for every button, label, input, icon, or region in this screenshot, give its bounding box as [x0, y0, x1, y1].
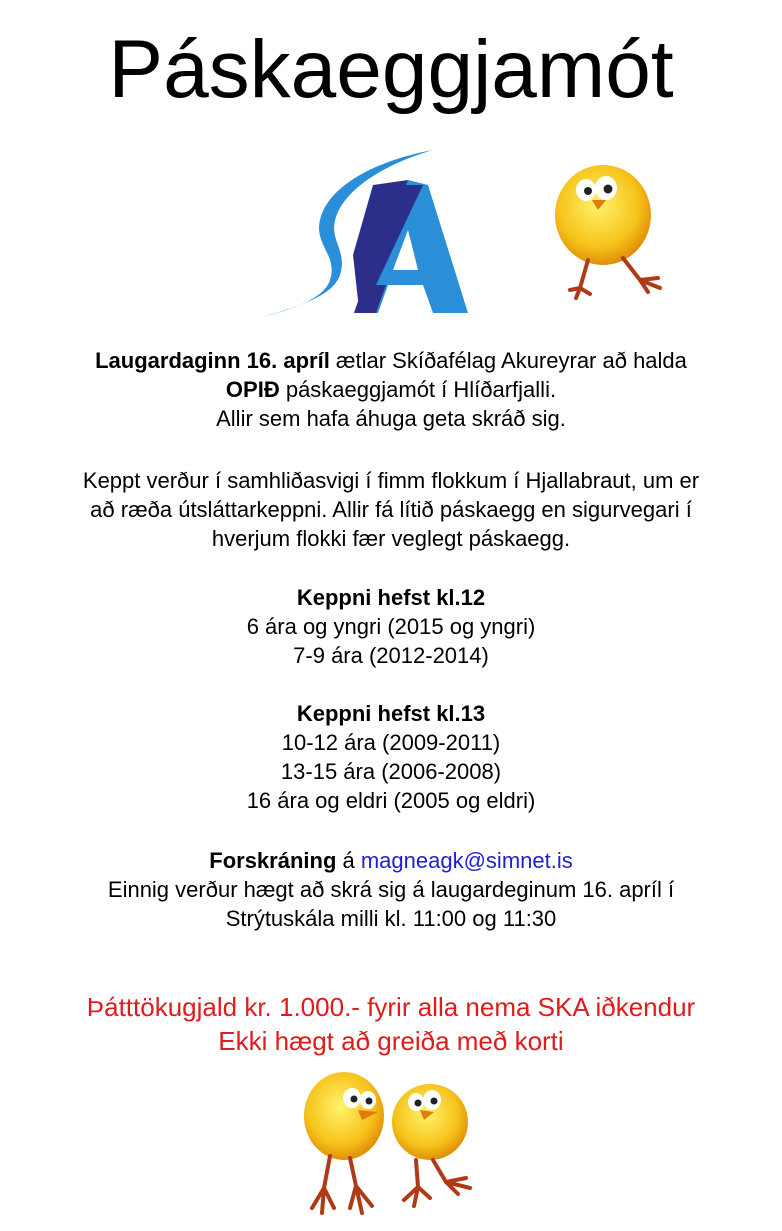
registration-label: Forskráning — [209, 848, 337, 873]
fee-line2: Ekki hægt að greiða með korti — [218, 1026, 564, 1056]
intro-section — [20, 346, 762, 433]
fee-section — [20, 990, 762, 1058]
ska-logo-icon — [258, 145, 473, 320]
session1-group: 6 ára og yngri (2015 og yngri) — [246, 614, 536, 639]
event-date: Laugardaginn 16. apríl — [95, 348, 330, 373]
session2-group: 10-12 ára (2009-2011) — [281, 730, 501, 755]
fee-line1: Þátttökugjald kr. 1.000.- fyrir alla nema SKA iðkendur — [86, 992, 696, 1022]
intro-line3: Allir sem hafa áhuga geta skráð sig. — [216, 406, 566, 431]
open-label: OPIÐ — [225, 377, 280, 402]
session1-heading: Keppni hefst kl.12 — [296, 585, 486, 610]
session1-section — [20, 583, 762, 670]
email-link[interactable]: magneagk@simnet.is — [360, 848, 573, 873]
registration-line2: Einnig verður hægt að skrá sig á laugardeginum 16. apríl í — [107, 877, 675, 902]
description-line2: að ræða útsláttarkeppni. Allir fá lítið páskaegg en sigurvegari í — [90, 497, 692, 522]
session2-group: 16 ára og eldri (2005 og eldri) — [246, 788, 536, 813]
intro-line2: páskaeggjamót í Hlíðarfjalli. — [279, 377, 557, 402]
page-title: Páskaeggjamót — [108, 24, 674, 115]
description-line3: hverjum flokki fær veglegt páskaegg. — [211, 526, 571, 551]
description-line1: Keppt verður í samhliðasvigi í fimm flokkum í Hjallabraut, um er — [82, 468, 700, 493]
session2-section — [20, 699, 762, 815]
description-section — [20, 466, 762, 553]
chick-icon — [300, 1068, 388, 1218]
session1-group: 7-9 ára (2012-2014) — [293, 643, 489, 668]
registration-section — [20, 846, 762, 933]
chick-icon — [548, 160, 673, 305]
registration-connector: á — [336, 848, 361, 873]
session2-group: 13-15 ára (2006-2008) — [280, 759, 502, 784]
registration-line3: Strýtuskála milli kl. 11:00 og 11:30 — [225, 906, 557, 931]
intro-line1: ætlar Skíðafélag Akureyrar að halda — [329, 348, 687, 373]
session2-heading: Keppni hefst kl.13 — [296, 701, 486, 726]
chick-icon — [388, 1082, 488, 1212]
